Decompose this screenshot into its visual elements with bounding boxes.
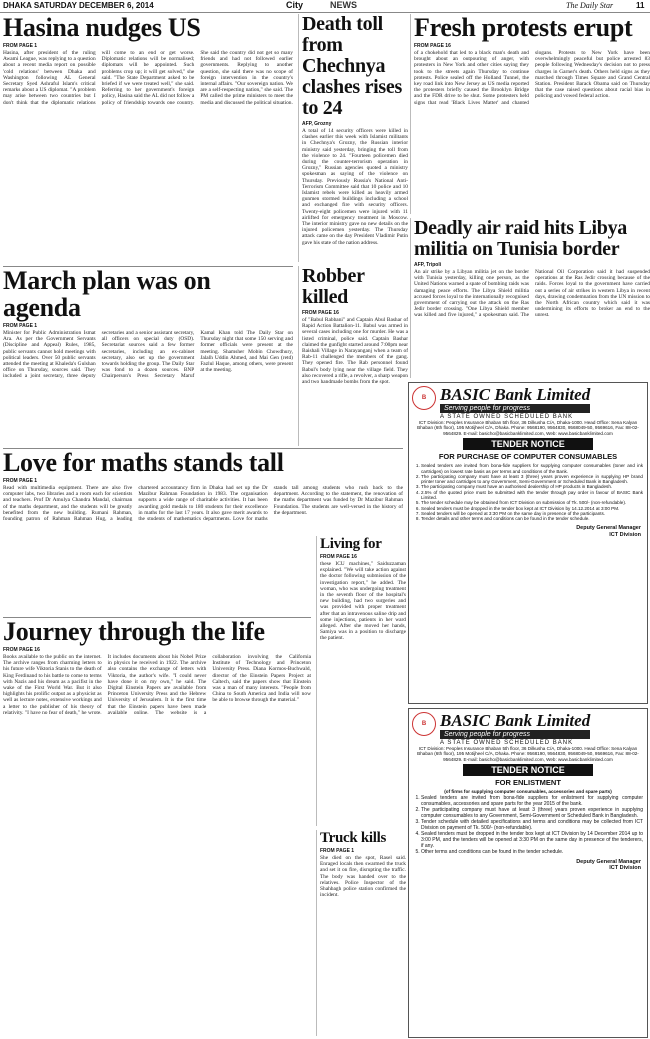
headline: March plan was on agenda <box>3 266 211 322</box>
tender-term: 2. The participating company must have at least 3 (three) years proven experience in supplying HP brand printer toner and cartridges to any Government, Semi-Government or Scheduled Bank in Bangladesh. <box>421 474 643 485</box>
news-label: NEWS <box>330 0 357 10</box>
bank-address: ICT Division: Peoples Insurance Bhaban 5th floor, 36 Dilkusha C/A, Dhaka-1000. Head Office: Sena Kalyan Bhaban (6th floor), 195 Motijheel C/A, Dhaka. Phone: 9568190, 9564830, 9568049-50, 9569616, Fax: 88-02-9564829. E-mail: basicho@basicbanklimited.com, Web: www.basicbanklimited.com <box>417 420 639 436</box>
headline: Hasina nudges US <box>3 14 201 42</box>
tender-term: 7. Sealed tenders will be opened at 3:30 PM on the same day in presence of the participants. <box>421 511 643 516</box>
section-label: City <box>286 0 304 10</box>
bank-name: BASIC Bank Limited <box>440 385 591 404</box>
signatory <box>409 525 647 538</box>
page-header <box>0 0 650 13</box>
byline: FROM PAGE 1 <box>3 43 38 49</box>
tender-term: 1. Sealed tenders are invited from bona-fide suppliers for supplying computer consumables (toner and ink cartridges) on lowest rate basis as per terms and conditions of the Bank. <box>421 463 643 474</box>
headline: Truck kills <box>320 830 387 846</box>
bank-address: ICT Division: Peoples Insurance Bhaban 5th floor, 36 Dilkusha C/A, Dhaka-1000. Head Office: Sena Kalyan Bhaban (6th floor), 195 Motijheel C/A, Dhaka. Phone: 9568190, 9564830, 9568049-50, 9569616, Fax: 88-02-9564829. E-mail: basicho@basicbanklimited.com, Web: www.basicbanklimited.com <box>417 746 639 762</box>
tender-term: 4. Sealed tenders must be dropped in the tender box kept at ICT Division by 14 December 2014 up to 3:00 PM, and the tenders will be opened at 3:30 PM on the same day in presence of the tenderers, if any. <box>421 831 643 849</box>
signatory-division: ICT Division <box>609 865 641 872</box>
tender-term: 3. The participating company must have an authorised dealership of HP products in Bangladesh. <box>421 484 643 489</box>
tender-term: 6. Sealed tenders must be dropped in the tender box kept at ICT Division by 14.12.2014 at 3:00 PM. <box>421 506 643 511</box>
tender-term: 8. Tender details and other terms and conditions can be found in the tender schedule. <box>421 516 643 521</box>
bank-tagline: Serving people for progress <box>440 404 590 413</box>
byline: FROM PAGE 1 <box>3 478 38 484</box>
signatory-division: ICT Division <box>609 531 641 538</box>
byline: FROM PAGE 16 <box>414 43 451 49</box>
article-libya <box>410 218 650 378</box>
tender-notice-title: TENDER NOTICE <box>463 438 593 450</box>
article-body: Books available to the public on the internet. The archive ranges from charming letters to his future wife Viktoria Stanis to the death of King Ferdinand to his battle to come to terms with Nazis and his dream as a pacifist in the wake of the First World War. But it also highlights his prolific output as a physicist as well as lecture notes, extensive workings and a letter to the publisher of his theory of relativity. "I have no fear of death," he wrote. It includes documents about his Nobel Prize in physics he received in 1922. The archive also contains the exchange of letters with Viktoria, the author's wife. "I could never have done it on my own," he said. The Digital Einstein Papers are available from Princeton University Press and the Hebrew University of Jerusalem. It is the first time that the Einstein papers have been made available online. The website is a collaboration involving the California Institute of Technology and Princeton University Press. Diana Kormos-Buchwald, director of the Einstein Papers Project at Caltech, said the papers show that Einstein was a man of many interests. "People from China to South America and India will now be able to browse through the material." <box>3 654 311 716</box>
headline: Death toll from Chechnya clashes rises to 24 <box>302 14 402 119</box>
bank-type: A STATE OWNED SCHEDULED BANK <box>440 740 574 746</box>
article-body: A total of 14 security officers were killed in clashes earlier this week with Islamist militants in Chechnya's Grozny, the Russian interior ministry said yesterday, bringing the toll from the violence to 24. "Fourteen policemen died during the counter-terrorism operation in Grozny," Russian agencies quoted a ministry spokesman as saying of the violence on Thursday. Previously Russia's National Anti-Terrorism Committee said that 10 police and 10 Islamist rebels were killed as heavily armed gunmen stormed buildings including a school and exchanged fire with security officers. Twenty-eight policemen were injured with 11 airlifted for emergency treatment in Moscow. The interior ministry gave no new details on the injured policemen yesterday. The Thursday attack came on the day President Vladimir Putin gave his state of the nation address. <box>302 128 408 246</box>
article-body: Minister for Public Administration Ismat Ara. As per the Government Servants (Discipline and Appeal) Rules, 1985, public servants cannot hold meetings with political leaders. Over 50 public servants attended the meeting at Khaleda's Gulshan office on Thursday, sources said. They included a joint secretary, three deputy secretaries and a senior assistant secretary, all officers on special duty (OSD). Secretariat sources said a few former secretaries, including an ex-cabinet secretary, also set up the government towards holding the group. The Daily Star was fond to a dozen sources. BNP Chairperson's Press Secretary Maruf Kamal Khan told The Daily Star on Thursday night that some 150 serving and former officials were present at the meeting. Shamsher Mobin Chowdhury, Jalalh Uddin Ahmed, and Mai Gen (retd) Fazlul Haque, among others, were present at the meeting. <box>3 330 293 380</box>
bank-name: BASIC Bank Limited <box>440 711 591 730</box>
tender-terms <box>409 795 647 855</box>
bank-tagline: Serving people for progress <box>440 730 590 739</box>
tender-terms <box>409 463 647 521</box>
tender-term: 3. Tender schedule with detailed specifications and terms and conditions may be collected from ICT Division on payment of Tk. 500/- (non-refundable). <box>421 819 643 831</box>
page-number: 11 <box>636 1 645 10</box>
tender-subpurpose: (of firms for supplying computer consumables, accessories and spare parts) <box>444 789 612 795</box>
paper-name: The Daily Star <box>566 1 614 10</box>
byline: FROM PAGE 16 <box>320 554 357 560</box>
signatory-title: Deputy General Manager <box>576 858 641 865</box>
tender-purpose: FOR ENLISTMENT <box>495 778 561 788</box>
article-body: of "Babul Rabbani" and Captain Abul Bashar of Rapid Action Battalion-11. Babul was armed in several cases including one for murder. He was a listed criminal, police said. Captain Bashar claimed the gunfight started around 7:00pm near Baishali Village in Narayanganj when a team of Rab-11 challenged the members of the gang. They opened fire. The Rab personnel found Babul's body lying near the village field. They also recovered a rifle, a revolver, a sharp weapon and two handmade bombs from the spot. <box>302 317 408 386</box>
tender-notice-title: TENDER NOTICE <box>463 764 593 776</box>
tender-term: 2. The participating company must have at least 3 (three) years proven experience in supplying computer consumables to any Government, Semi-Government or Scheduled Bank in Bangladesh. <box>421 807 643 819</box>
tender-purpose: FOR PURCHASE OF COMPUTER CONSUMABLES <box>438 452 618 462</box>
bank-logo-icon: B <box>412 386 436 410</box>
bank-logo-icon: B <box>412 712 436 736</box>
tender-term: 5. The tender schedule may be obtained from ICT Division on submission of Tk. 500/- (non-refundable). <box>421 500 643 505</box>
bank-type: A STATE OWNED SCHEDULED BANK <box>440 414 574 420</box>
tender-ad-consumables <box>408 382 648 704</box>
byline: FROM PAGE 1 <box>3 323 38 329</box>
signatory-title: Deputy General Manager <box>576 525 641 532</box>
headline: Living for <box>320 536 382 552</box>
article-protests <box>410 14 650 214</box>
headline: Deadly air raid hits Libya militia on Tunisia border <box>414 218 627 260</box>
article-living <box>316 536 406 826</box>
article-robber <box>298 266 408 446</box>
article-hasina <box>3 14 293 262</box>
article-death-toll <box>298 14 408 262</box>
article-truck <box>316 830 406 1036</box>
byline: FROM PAGE 16 <box>302 310 339 316</box>
byline: AFP, Grozny <box>302 121 332 127</box>
signatory <box>409 859 647 872</box>
article-body: She died on the spot, Rasel said. Enraged locals then swarmed the truck and set it on fire, disrupting the traffic. The body was handed over to the relatives. Police Inspector of the Shahbagh police station confirmed the incident. <box>320 855 406 899</box>
article-march <box>3 266 293 445</box>
tender-ad-enlistment <box>408 708 648 1038</box>
article-body: Hasina, after president of the ruling Awami League, was replying to a question about a recent media report on possible 'cold relations' between Dhaka and Washington following AL General Secretary Syed Ashraful Islam's critical remarks about a US diplomat. "A problem may arise between two countries but I don't think that the diplomatic relations will come to an end or get worse. Diplomatic relations will be normalised; diplomats will be appointed. Such problems crop up; it will get solved," she said. "The State Department asked to be briefed if we were treated well," she said. Referring to her government's foreign policy, Hasina said the AL did not follow a policy of friendship towards one country. She said the country did not get so many friends and had not followed earlier governments. Replying to another question, she said there was no scope of foreign intervention in the country's internal affairs. "Our sovereign nation. We are a self-respecting nation," she said. The PM called the prime ministers to meet the media and discussed the political situation. <box>3 50 293 106</box>
byline: FROM PAGE 16 <box>3 647 40 653</box>
article-body: An air strike by a Libyan militia jet on the border with Tunisia yesterday, killing one person, as the United Nations warned a spate of bombing raids was damaging peace efforts. The Libya Shield militia accused forces loyal to the internationally recognised government of carrying out the attack on the Ras Jedir border crossing. "One Libya Shield member was killed and five injured," a spokesman said. The National Oil Corporation said it had suspended operations at the Ras Jedir crossing because of the raids. Forces loyal to the government have carried out a series of air strikes in western Libya in recent days, drawing condemnation from the UN mission to the North African country which said it was undermining its efforts to broker an end to the unrest. <box>414 269 650 319</box>
headline: Journey through the life <box>3 617 265 646</box>
article-body: Read with multimedia equipment. There are also five computer labs, two libraries and a room each for scientists and teachers. Prof Dr Amulya Chandra Mandal, chairman of the maths department, and the students will be greatly benefited from the new building. Rumani Rahman, founding patron of Rahman Rahman Hug, a leading chartered accountancy firm in Dhaka had set up the Dr Mazibur Rahman Foundation in 1983. The organisation supports a wide range of charitable activities. It has been awarding gold medals to 180 students for their excellence in maths for the last 17 years. It also gave merit awards to the students of mathematics departments. Love for maths stands tall among students who rush back to the department. According to the statement, the renovation of the maths department was funded by Dr Mazibur Rahman Foundation. The students are well-versed in the history of the department. <box>3 485 403 523</box>
tender-term: 5. Other terms and conditions can be found in the tender schedule. <box>421 849 643 855</box>
article-journey <box>3 617 311 1038</box>
article-body: of a chokehold that led to a black man's death and brought about an outpouring of anger, with protesters in New York and other cities saying they took to the streets again Thursday to continue protests. Police sealed off the Holland Tunnel, the key road link into New Jersey as US media reported the protesters briefly caused the Brooklyn Bridge and the FDR drive to be shut. Some protesters held signs that read 'Black Lives Matter' and chanted slogans. Protests to New York have been overwhelmingly peaceful but police arrested 83 people following Wednesday's decision not to press charges in Garner's death. Others held signs as they marched through Times Square and Grand Central Station. President Barack Obama said on Thursday that the case raised questions about racial bias in policing and vowed federal action. <box>414 50 650 106</box>
byline: AFP, Tripoli <box>414 262 442 268</box>
headline: Robber killed <box>302 266 365 308</box>
paper-date: DHAKA SATURDAY DECEMBER 6, 2014 <box>3 1 154 10</box>
tender-term: 4. 2.5% of the quoted price must be submitted with the tender through pay order in favour of BASIC Bank Limited. <box>421 490 643 501</box>
headline: Fresh protests erupt <box>414 14 633 42</box>
headline: Love for maths stands tall <box>3 448 284 477</box>
tender-term: 1. Sealed tenders are invited from bona-fide suppliers for enlistment for supplying computer consumables, accessories and spare parts for the year 2015 of the bank. <box>421 795 643 807</box>
article-body: these ICU machines," Saiduzzaman explained. "We will take action against the doctor following submission of the investigation report," he added. The woman, who was undergoing treatment in the seventh floor of the hospital's new building, had two surgeries and was provided with proper treatment after that an intravenous saline drip and some injections, patients in her ward alleged. After she moved her hands, Samiya was in a position to discharge the patient. <box>320 561 406 642</box>
byline: FROM PAGE 1 <box>320 848 355 854</box>
